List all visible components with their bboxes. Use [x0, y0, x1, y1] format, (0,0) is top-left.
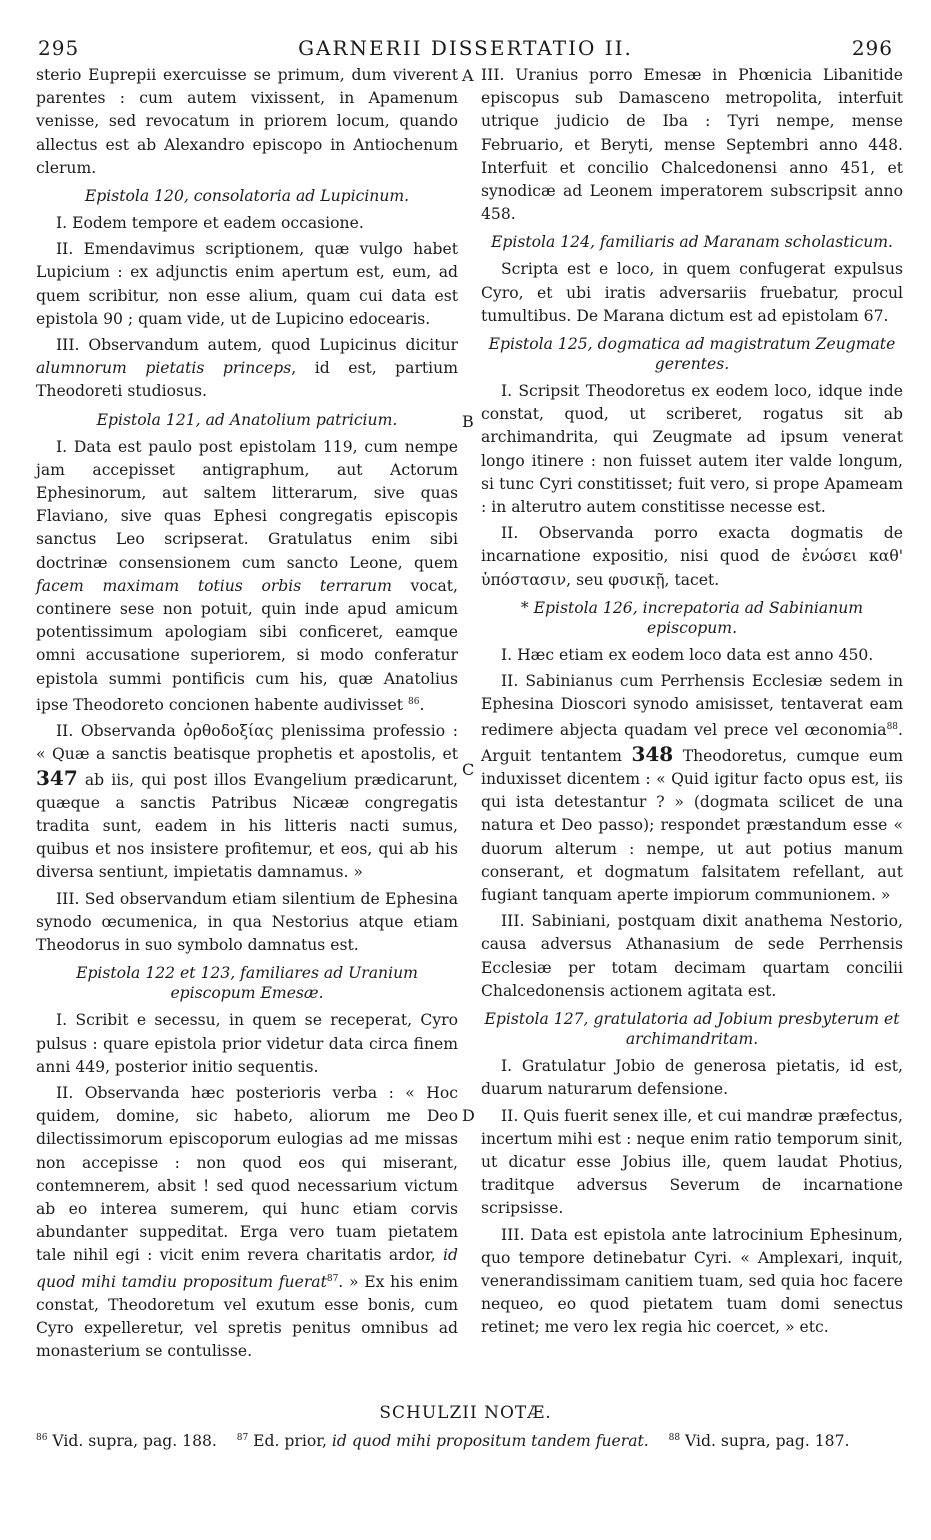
notes-heading: SCHULZII NOTÆ.	[379, 1403, 552, 1423]
footnote-mark: 88	[668, 1433, 681, 1443]
column-number: 347	[36, 765, 78, 790]
footnote-86: Vid. supra, pag. 188.	[52, 1432, 217, 1451]
page-number-left: 295	[38, 36, 80, 60]
paragraph: II. Observanda porro exacta dogmatis de incarnatione expositio, nisi quod de ἑνώσει καθ' ὑπόστασιν, seu φυσικῇ, tacet.	[481, 524, 903, 589]
paragraph: II. Observanda ὀρθοδοξίας plenissima professio : « Quæ a sanctis beatisque prophetis et apostolis, et 347 ab iis, qui post illos Evangelium prædicarunt, quæque a sanctis Patribus Nicææ congregatis tradita sunt, eadem in his litteris nacti sumus, quibus et nos insistere profitemur, et eos, qui ab his diversa sentiunt, impietatis damnamus. »	[36, 722, 458, 882]
column-number: 348	[631, 741, 674, 766]
paragraph: II. Emendavimus scriptionem, quæ vulgo habet Lupicium : ex adjunctis enim apertum est, eum, ad quem scribitur, non esse alium, quam cui data est epistola 90 ; quam vide, ut de Lupicino edocearis.	[36, 240, 458, 328]
section-heading-epistola-126: * Epistola 126, increpatoria ad Sabinianum episcopum.	[520, 598, 864, 637]
right-column	[481, 64, 903, 1343]
running-title: GARNERII DISSERTATIO II.	[298, 36, 633, 60]
footnote-mark: 86	[36, 1433, 48, 1443]
footnote-ref: 87	[326, 1273, 339, 1284]
paragraph: I. Data est paulo post epistolam 119, cum nempe jam accepisset antigraphum, aut Actorum Ephesinorum, aut saltem litterarum, sive quas Flaviano, sive quas Ephesi congregatis episcopis sanctus Leo scripserat. Gratulatus enim sibi doctrinæ consensionem cum sancto Leone, quem facem maximam totius orbis terrarum vocat, continere sese non potuit, quin inde apud amicum potentissimum apologiam sibi conficeret, eamque omni accusatione superiorem, si modo conferatur epistola summi pontificis cum his, quæ Anatolius ipse Theodoreto concionen habente audivisset $^{86}$.	[36, 437, 458, 715]
paragraph: sterio Euprepii exercuisse se primum, dum viverent parentes : cum autem vixissent, in Apamenum venisse, sed revocatum in priorem locum, quando allectus est ab Alexandro episcopo in Antiochenum clerum.	[36, 66, 458, 177]
paragraph: I. Scribit e secessu, in quem se receperat, Cyro pulsus : quare epistola prior videtur data circa finem anni 449, posterior initio sequentis.	[36, 1011, 458, 1076]
section-heading-epistola-125: Epistola 125, dogmatica ad magistratum Zeugmate gerentes.	[488, 335, 896, 374]
section-heading-epistola-121: Epistola 121, ad Anatolium patricium.	[96, 410, 398, 429]
section-heading-epistola-124: Epistola 124, familiaris ad Maranam scholasticum.	[490, 233, 893, 252]
page-header	[38, 30, 893, 64]
margin-letter-b: B	[462, 412, 474, 431]
footnotes	[36, 1427, 896, 1452]
section-heading-epistola-127: Epistola 127, gratulatoria ad Jobium presbyterum et archimandritam.	[484, 1010, 900, 1049]
paragraph: Scripta est e loco, in quem confugerat expulsus Cyro, et ubi iratis adversariis fruebatur, procul tumultibus. De Marana dictum est ad epistolam 67.	[481, 260, 903, 325]
paragraph: II. Observanda hæc posterioris verba : « Hoc quidem, domine, sic habeto, aliorum me Deo dilectissimorum episcoporum eulogias ad me missas non accepisse : non quod eos qui miserant, contemnerem, absit ! sed quod necessarium victum ab eo interea sumerem, qui hunc etiam corvis abundanter suppeditat. Erga vero tuam pietatem tale nihil egi : vicit enim revera charitatis ardor, id quod mihi tamdiu propositum fuerat$^{87}$. » Ex his enim constat, Theodoretum vel exutum esse bonis, cum Cyro expelleretur, vel spretis penitus omnibus ad monasterium se contulisse.	[36, 1083, 458, 1361]
footnote-87-italic: id quod mihi propositum tandem fuerat.	[331, 1432, 649, 1451]
margin-letter-a: A	[462, 66, 474, 85]
paragraph: I. Scripsit Theodoretus ex eodem loco, idque inde constat, quod, ut scriberet, rogatus sit ab archimandrita, qui Zeugmate ad ipsum venerat longo itinere : non fuisset autem iter valde longum, si tunc Cyri constitisset; fuit vero, si prope Apameam : in alterutro autem constitisse necesse est.	[481, 382, 903, 517]
paragraph: II. Sabinianus cum Perrhensis Ecclesiæ sedem in Ephesina Dioscori synodo amisisset, tentaverat eam redimere abjecta quadam vel prece vel œconomia$^{88}$. Arguit tentantem 348 Theodoretus, cumque eum induxisset dicentem : « Quid igitur facto opus est, iis qui ista detestantur ? » (dogmata scilicet de una natura et Deo passo); respondet præstandum esse « duorum alterum : nempe, ut aut potius manum conserant, et dogmatum falsitatem refellant, aut fugiant tanquam aperte impiorum communionem. »	[481, 672, 903, 905]
footnote-mark: 87	[236, 1433, 249, 1443]
paragraph: I. Hæc etiam ex eodem loco data est anno 450.	[501, 645, 874, 664]
footnote-ref: 86	[408, 696, 420, 707]
paragraph: III. Sed observandum etiam silentium de Ephesina synodo œcumenica, in qua Nestorius atque etiam Theodorus in suo symbolo damnatus est.	[36, 889, 458, 955]
paragraph: III. Sabiniani, postquam dixit anathema Nestorio, causa adversus Athanasium de sede Perrhensis Ecclesiæ per totam decimam quartam concilii Chalcedonensis actionem agitata est.	[481, 912, 903, 1000]
footnote-88: Vid. supra, pag. 187.	[685, 1432, 850, 1451]
footnote-ref: 88	[886, 722, 899, 733]
left-column	[36, 64, 458, 1367]
margin-letter-c: C	[462, 760, 475, 779]
paragraph: I. Gratulatur Jobio de generosa pietatis, id est, duarum naturarum defensione.	[481, 1057, 903, 1099]
section-heading-epistola-120: Epistola 120, consolatoria ad Lupicinum.	[84, 187, 410, 206]
paragraph: III. Uranius porro Emesæ in Phœnicia Libanitide episcopus sub Damasceno metropolita, interfuit utrique judicio de Iba : Tyri nempe, mense Februario, et Beryti, mense Septembri anno 448. Interfuit et concilio Chalcedonensi anno 451, et synodicæ ad Leonem imperatorem subscripsit anno 458.	[481, 66, 903, 224]
paragraph: II. Quis fuerit senex ille, et cui mandræ præfectus, incertum mihi est : neque enim ratio temporum sinit, ut dicatur esse Jobius ille, quem laudat Photius, traditque adversus Severum de incarnatione scripsisse.	[481, 1106, 903, 1218]
paragraph: I. Eodem tempore et eadem occasione.	[56, 214, 364, 233]
footnote-87: Ed. prior,	[253, 1432, 327, 1451]
page-number-right: 296	[851, 36, 893, 60]
paragraph: III. Data est epistola ante latrocinium Ephesinum, quo tempore detinebatur Cyri. « Amplexari, inquit, venerandissimam canitiem tuam, sed quia hoc facere nequeo, eo quod pietatem tuam domi senectus retinet; me vero lex regia hic coercet, » etc.	[481, 1225, 903, 1337]
margin-letter-d: D	[462, 1106, 475, 1125]
paragraph: III. Observandum autem, quod Lupicinus dicitur alumnorum pietatis princeps, id est, partium Theodoreti studiosus.	[36, 336, 458, 401]
section-heading-epistola-122: Epistola 122 et 123, familiares ad Uranium episcopum Emesæ.	[76, 964, 418, 1003]
